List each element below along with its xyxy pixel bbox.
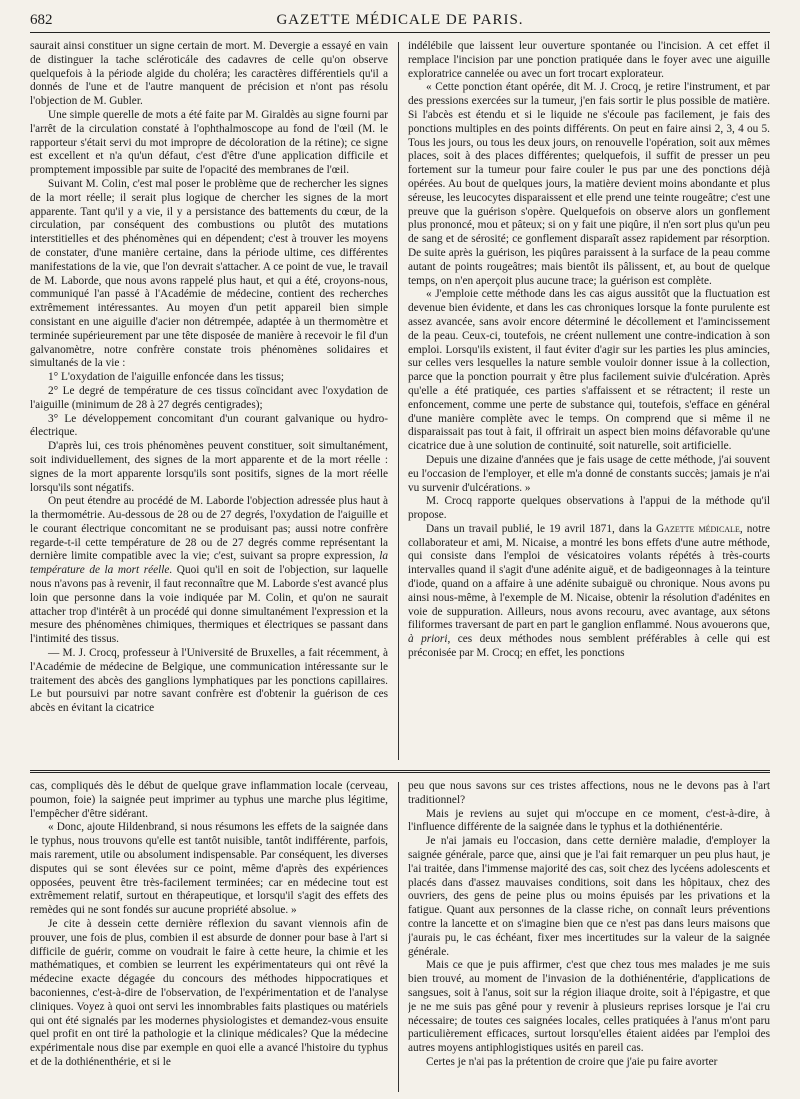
paragraph: Mais je reviens au sujet qui m'occupe en ce moment, c'est-à-dire, à l'influence différente de la saignée dans le typhus et la dothiénentérie. <box>408 807 770 834</box>
journal-title: GAZETTE MÉDICALE DE PARIS. <box>276 12 524 28</box>
paragraph <box>408 523 770 661</box>
list-item: 2° Le degré de température de ces tissus coïncidant avec l'oxydation de l'aiguille (minimum de 28 à 27 degrés centigrades); <box>30 384 388 411</box>
paragraph: Mais ce que je puis affirmer, c'est que chez tous mes malades je me suis bien trouvé, au moment de l'invasion de la dothiénentérie, d'applications de sangsues, soit à l'anus, soit sur la région iliaque droite, soit à l'épigastre, et que je ne me suis pas gêné pour y revenir à plusieurs reprises lorsque je l'ai cru nécessaire; de toutes ces saignées locales, celles pratiquées à l'anus m'ont paru particulièrement efficaces, surtout lorsqu'elles étaient aidées par l'emploi des autres moyens antiphlogistiques usités en pareil cas. <box>408 959 770 1055</box>
top-right-column <box>408 40 770 760</box>
top-left-column <box>30 40 388 760</box>
paragraph: indélébile que laissent leur ouverture spontanée ou l'incision. A cet effet il remplace l'incision par une ponction pratiquée dans le foyer avec une aiguille exploratrice cannelée ou avec un fort trocart explorateur. <box>408 40 770 80</box>
paragraph: « J'emploie cette méthode dans les cas aigus aussitôt que la fluctuation est devenue bien évidente, et dans les cas chroniques lorsque la fonte purulente est assez avancée, sans avoir encore déterminé le décollement et l'amincissement de la peau. Ceux-ci, toutefois, ne créent nullement une contre-indication à son emploi. Lorsqu'ils existent, il faut éviter d'agir sur les parties les plus amincies, sur celles vers lesquelles la nature semble vouloir donner issue à la collection, parce que la ponction pourrait y être plus facilement suivie d'ulcération. Après qu'elle a été pratiquée, ces parties s'affaissent et se rétractent; il reste un enfoncement, comme une perte de substance qui, toutefois, s'efface en général d'une manière complète avec le temps. On comprend que si même il ne disparaissait pas tout à fait, il offrirait un aspect bien moins défavorable qu'une cicatrice due à une solution de continuité, soit naturelle, soit artificielle. <box>408 288 770 453</box>
paragraph: Je cite à dessein cette dernière réflexion du savant viennois afin de prouver, une fois de plus, combien il est absurde de donner pour base à l'art si difficile de guérir, comme on voudrait le faire à cette heure, la chimie et les mathématiques, et combien se leurrent les expérimentateurs qui ont rêvé la médecine exacte dégagée du concours des méthodes hippocratiques et baconiennes, c'est-à-dire de l'observation, de l'expérimentation et de l'analyse cliniques. Voyez à quoi ont servi les innombrables faits plastiques ou matériels qui ont été signalés par les modernes physiologistes et demandez-vous ensuite quel profit en ont tiré la pathologie et la clinique médicales? Que la médecine expérimentale nous dise par exemple en quoi elle a avancé l'histoire du typhus et de la dothiénenthérie, et si le <box>30 917 388 1068</box>
column-divider <box>398 782 399 1092</box>
paragraph: D'après lui, ces trois phénomènes peuvent constituer, soit simultanément, soit individuellement, des signes de la mort apparente et de la mort réelle : signes de la mort apparente lorsqu'ils sont positifs, signes de la mort réelle lorsqu'ils sont négatifs. <box>30 440 388 494</box>
paragraph: Une simple querelle de mots a été faite par M. Giraldès au signe fourni par l'arrêt de la circulation constaté à l'ophthalmoscope au fond de l'œil (M. le rapporteur s'était servi du mot impropre de décoloration de la rétine); ce signe est excellent et n'a qu'un défaut, c'est d'être d'une application difficile et promptement impossible par suite de l'opacité des membranes de l'œil. <box>30 108 388 177</box>
page-number: 682 <box>30 12 53 28</box>
text-run: Quoi qu'il en soit de l'objection, sur laquelle nous n'avons pas à revenir, il faut reconnaître que M. Laborde s'est avancé plus loin que personne dans la voie indiquée par M. Colin, et qu'on ne saurait attacher trop d'intérêt à un procédé qui donne simultanément l'expression et la mesure des phénomènes chimiques, thermiques et électriques se passant dans l'intimité des tissus. <box>30 564 388 646</box>
list-item: 1° L'oxydation de l'aiguille enfoncée dans les tissus; <box>48 371 285 384</box>
text-run: Dans un travail publié, le 19 avril 1871, dans la <box>426 522 657 535</box>
paragraph: peu que nous savons sur ces tristes affections, nous ne le devons pas à l'art traditionnel? <box>408 780 770 806</box>
paragraph: Certes je n'ai pas la prétention de croire que j'aie pu faire avorter <box>426 1055 718 1068</box>
text-run: , ces deux méthodes nous semblent préférables à celle qui est préconisée par M. Crocq; en effet, les ponctions <box>408 633 770 660</box>
paragraph: « Donc, ajoute Hildenbrand, si nous résumons les effets de la saignée dans le typhus, nous trouvons qu'elle est tantôt nuisible, tantôt indifférente, parfois, mais rarement, utile ou absolument indispensable. Par conséquent, les diverses disputes qui se sont élevées sur ce point, même d'après des expériences opposées, peuvent être très-facilement terminées; car en médecine tout est extrêmement relatif, surtout en thérapeutique, et lorsqu'il s'agit des effets des remèdes qui ne sont fondés sur aucune propriété absolue. » <box>30 821 388 917</box>
paragraph: saurait ainsi constituer un signe certain de mort. M. Devergie a essayé en vain de distinguer la tache scléroticále des cadavres de celle qu'on observe quelquefois à la période algide du choléra; les caractères différentiels qu'il a donnés de l'une et de l'autre manquent de précision et n'ont pas résolu l'objection de M. Gubler. <box>30 40 388 108</box>
italic-phrase: à priori <box>408 633 448 646</box>
list-item: 3° Le développement concomitant d'un courant galvanique ou hydro-électrique. <box>30 412 388 439</box>
paragraph: Je n'ai jamais eu l'occasion, dans cette dernière maladie, d'employer la saignée générale, parce que, ainsi que je l'ai fait remarquer un peu plus haut, je l'ai traitée, dans l'immense majorité des cas, soit chez des lycéens adolescents et placés dans d'assez mauvaises conditions, soit dans les hôpitaux, chez des ouvriers, des gens de peine plus ou moins épuisés par les privations et la fatigue. Quant aux personnes de la classe riche, on connaît leurs préventions contre la lancette et on s'imagine bien que ce n'est pas dans leurs maisons que j'aurais pu, le cas échéant, fixer mes incertitudes sur la valeur de la saignée générale. <box>408 835 770 958</box>
bottom-left-column <box>30 780 388 1092</box>
paragraph: M. Crocq rapporte quelques observations à l'appui de la méthode qu'il propose. <box>408 495 770 522</box>
text-run: , notre collaborateur et ami, M. Nicaise, a montré les bons effets d'une autre méthode, qui consiste dans l'emploi de vésicatoires volants répétés à très-courts intervalles quand il s'agit d'une adénite aiguë, et de badigeonnages à la teinture d'iode, quand on a affaire à une adénite subaiguë ou chronique. Nous avons pu ainsi nous-même, à l'exemple de M. Nicaise, obtenir la résolution d'adénites en voie de suppuration. Ailleurs, nous avons recouru, avec avantage, aux sétons filiformes traversant de part en part le ganglion enflammé. Nous avouerons que, <box>408 522 770 632</box>
journal-name: Gazette médicale <box>656 522 740 535</box>
section-divider <box>30 770 770 773</box>
paragraph: « Cette ponction étant opérée, dit M. J. Crocq, je retire l'instrument, et par des pressions exercées sur la tumeur, j'en fais sortir le plus possible de matière. Si l'abcès est étendu et si le liquide ne s'écoule pas facilement, je fais des ponctions multiples en des points différents. On peut en faire ainsi 2, 3, 4 ou 5. Tous les jours, ou tous les deux jours, on renouvelle l'opération, soit aux mêmes places, soit à des places différentes; quelquefois, il suffit de presser un peu fortement sur la tumeur pour faire couler le pus par une des ponctions déjà opérées. Au bout de quelques jours, la matière devient moins abondante et plus séreuse, les leucocytes disparaissent et elle prend une teinte rougeâtre; c'est une preuve que la guérison s'opère. Quelquefois on observe alors un gonflement plus prononcé, mou et pâteux; si on y fait une piqûre, il n'en sort plus qu'un peu de sang et de sérosité; ce gonflement disparaît assez rapidement par résorption. De suite après la guérison, les piqûres paraissent à la surface de la peau comme autant de points rougeâtres; mais bientôt ils pâlissent, et, au bout de quelque temps, on n'en aperçoit plus aucune trace; la guérison est complète. <box>408 81 770 287</box>
bottom-right-column <box>408 780 770 1092</box>
paragraph <box>30 495 388 647</box>
paragraph: — M. J. Crocq, professeur à l'Université de Bruxelles, a fait récemment, à l'Académie de médecine de Belgique, une communication intéressante sur le traitement des abcès des ganglions lymphatiques par les ponctions capillaires. Le but poursuivi par notre savant confrère est d'obtenir la guérison de ces abcès en évitant la cicatrice <box>30 647 388 715</box>
column-divider <box>398 42 399 760</box>
paragraph: Suivant M. Colin, c'est mal poser le problème que de rechercher les signes de la mort réelle; il serait plus logique de chercher les signes de la mort apparente. Tant qu'il y a vie, il y a persistance des battements du cœur, de la circulation, par conséquent des combustions ou plutôt des mutations interstitielles et des phénomènes qui en dépendent; c'est à trouver les moyens de constater, d'une manière certaine, dans la période ultime, ces différentes manifestations de la vie, que l'on devrait s'attacher. A ce point de vue, le travail de M. Laborde, que nous avons rappelé plus haut, et qui a été, croyons-nous, communiqué l'an passé à l'Académie de médecine, contient des recherches extrêmement intéressantes. Au moyen d'un petit appareil bien simple consistant en une aiguille d'acier non détrempée, adaptée à un thermomètre et terminée supérieurement par une tête disposée de manière à recevoir le fil d'un galvanomètre, notre confrère constate trois phénomènes solidaires et simultanés de la vie : <box>30 177 388 370</box>
text-run: On peut étendre au procédé de M. Laborde l'objection adressée plus haut à la thermométrie. Au-dessous de 28 ou de 27 degrés, l'oxydation de l'aiguille et le courant électrique concomitant ne se produisant pas; aussi notre confrère regarde-t-il cette température de 28 ou de 27 degrés comme représentant la dernière limite compatible avec la vie; c'est, suivant sa propre expression, <box>30 495 388 563</box>
paragraph: cas, compliqués dès le début de quelque grave inflammation locale (cerveau, poumon, foie) la saignée peut imprimer au typhus une marche plus légitime, l'empêcher d'être sidérant. <box>30 780 388 820</box>
page-header <box>30 10 770 33</box>
paragraph: Depuis une dizaine d'années que je fais usage de cette méthode, j'ai souvent eu l'occasion de l'employer, et elle m'a donné de constants succès; jamais je n'ai vu survenir d'ulcérations. » <box>408 453 770 494</box>
italic-phrase: la température de la mort réelle. <box>30 550 388 577</box>
